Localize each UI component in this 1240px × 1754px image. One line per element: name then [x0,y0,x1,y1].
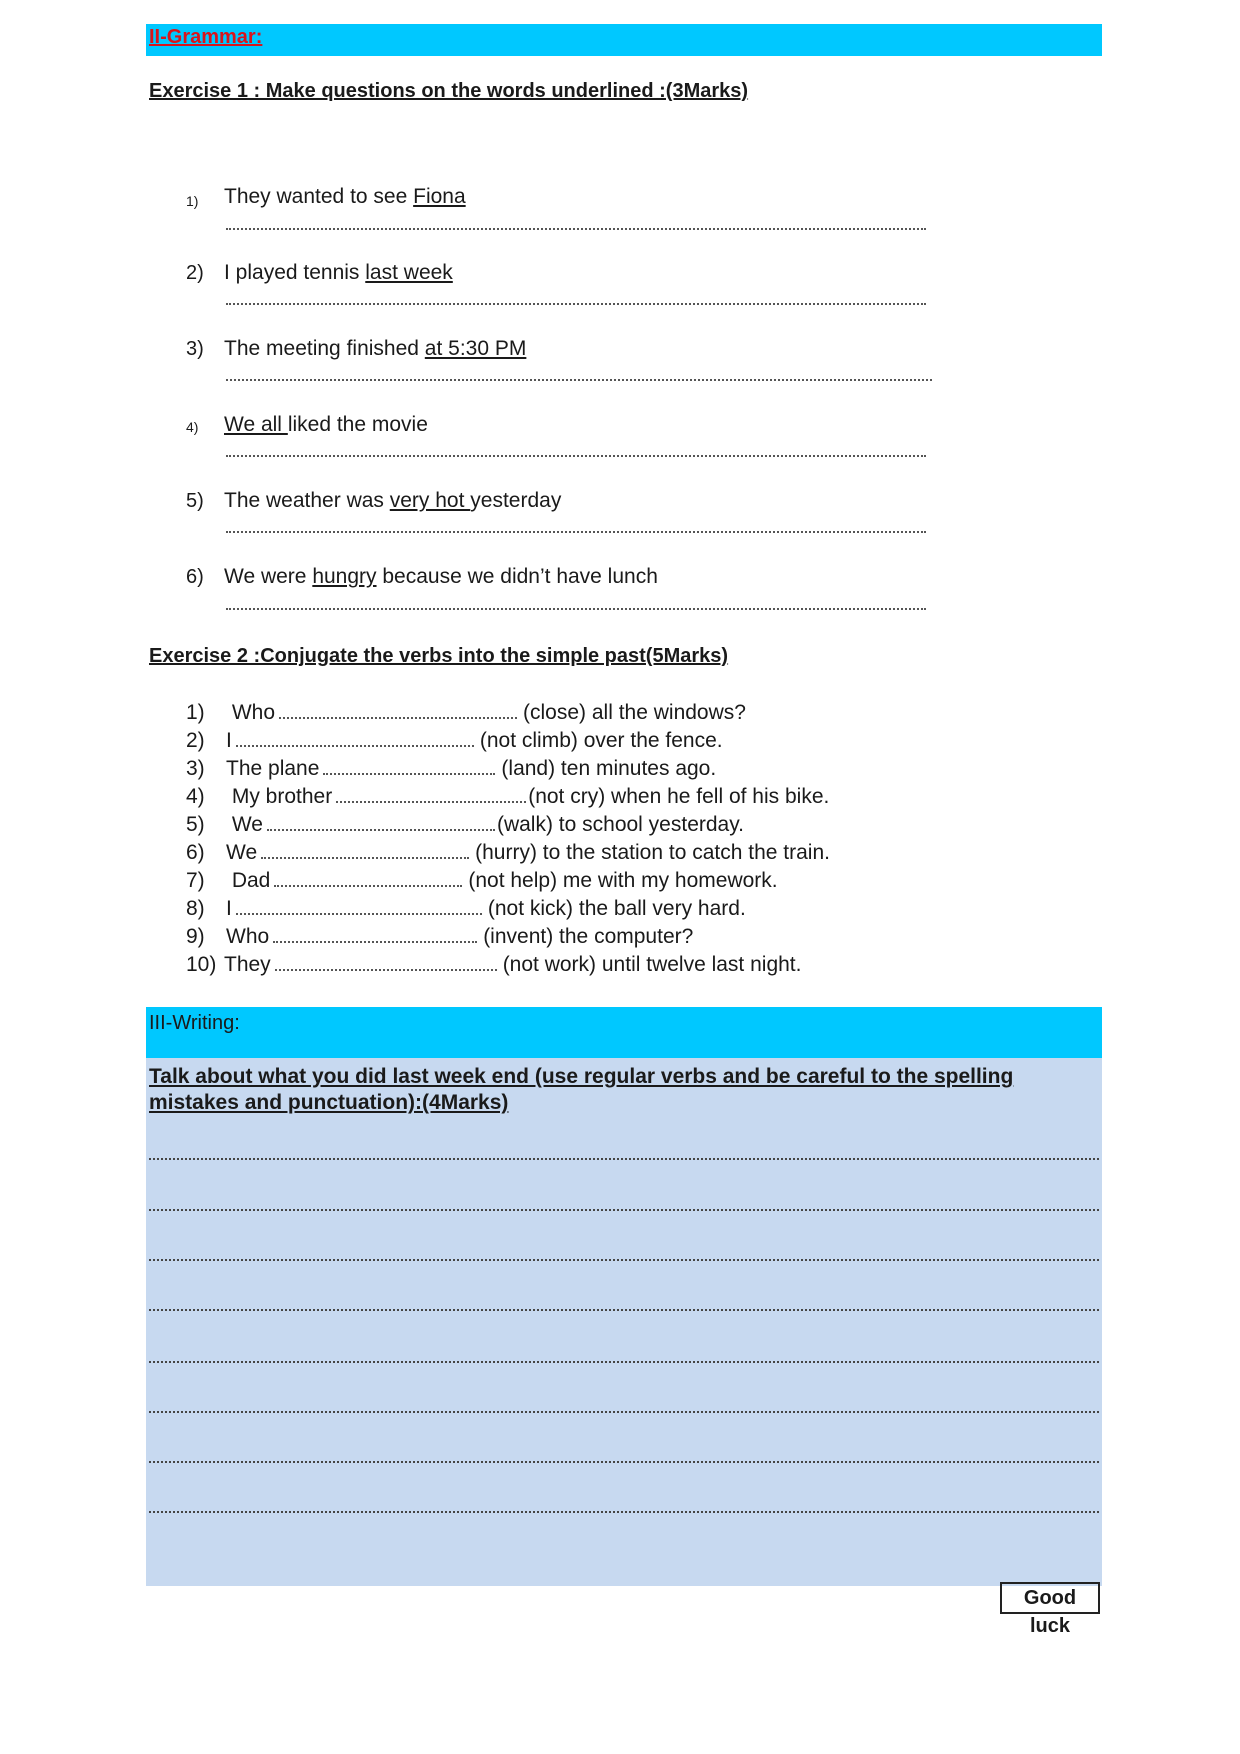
writing-line[interactable] [149,1411,1099,1413]
answer-line-2[interactable] [226,303,926,305]
answer-line-4[interactable] [226,455,926,457]
answer-blank[interactable] [236,897,482,915]
question-number: 5) [186,490,204,512]
conjugation-item: 1) Who (close) all the windows? [186,701,746,724]
question-number: 2) [186,262,204,284]
writing-header-band [146,1007,1102,1058]
question-number: 1) [186,193,199,209]
conjugation-item: 9) Who (invent) the computer? [186,925,694,948]
writing-area[interactable] [146,1058,1102,1586]
conjugation-item: 8) I (not kick) the ball very hard. [186,897,746,920]
question-3: The meeting finished at 5:30 PM [224,337,527,360]
answer-line-5[interactable] [226,531,926,533]
question-number: 6) [186,566,204,588]
question-4: We all liked the movie [224,413,428,436]
answer-blank[interactable] [336,785,526,803]
writing-section-title: III-Writing: [149,1012,240,1034]
writing-line[interactable] [149,1309,1099,1311]
writing-line[interactable] [149,1361,1099,1363]
grammar-section-title: II-Grammar: [149,26,263,48]
answer-blank[interactable] [274,869,462,887]
answer-line-6[interactable] [226,608,926,610]
conjugation-item: 7) Dad (not help) me with my homework. [186,869,778,892]
answer-line-3[interactable] [226,379,932,381]
answer-blank[interactable] [279,701,517,719]
good-luck-box: Good luck [1000,1582,1100,1614]
exercise1-title: Exercise 1 : Make questions on the words underlined :(3Marks) [149,80,749,102]
answer-blank[interactable] [236,729,474,747]
conjugation-item: 4) My brother (not cry) when he fell of his bike. [186,785,830,808]
question-1: They wanted to see Fiona [224,185,466,208]
writing-line[interactable] [149,1461,1099,1463]
writing-line[interactable] [149,1158,1099,1160]
answer-blank[interactable] [323,757,495,775]
exercise2-title: Exercise 2 :Conjugate the verbs into the simple past(5Marks) [149,645,729,667]
conjugation-item: 10) They (not work) until twelve last night. [186,953,802,976]
question-2: I played tennis last week [224,261,453,284]
question-5: The weather was very hot yesterday [224,489,562,512]
writing-prompt: Talk about what you did last week end (use regular verbs and be careful to the spelling mistakes and punctuation):(4Marks) [149,1065,1014,1114]
conjugation-item: 2) I (not climb) over the fence. [186,729,723,752]
writing-line[interactable] [149,1259,1099,1261]
answer-blank[interactable] [275,953,497,971]
conjugation-item: 6) We (hurry) to the station to catch the train. [186,841,830,864]
question-number: 3) [186,338,204,360]
question-6: We were hungry because we didn’t have lunch [224,565,658,588]
writing-line[interactable] [149,1209,1099,1211]
answer-line-1[interactable] [226,228,926,230]
grammar-header-band [146,24,1102,56]
conjugation-item: 3) The plane (land) ten minutes ago. [186,757,717,780]
answer-blank[interactable] [261,841,469,859]
conjugation-item: 5) We (walk) to school yesterday. [186,813,745,836]
question-number: 4) [186,419,199,435]
writing-line[interactable] [149,1511,1099,1513]
answer-blank[interactable] [267,813,495,831]
answer-blank[interactable] [273,925,477,943]
